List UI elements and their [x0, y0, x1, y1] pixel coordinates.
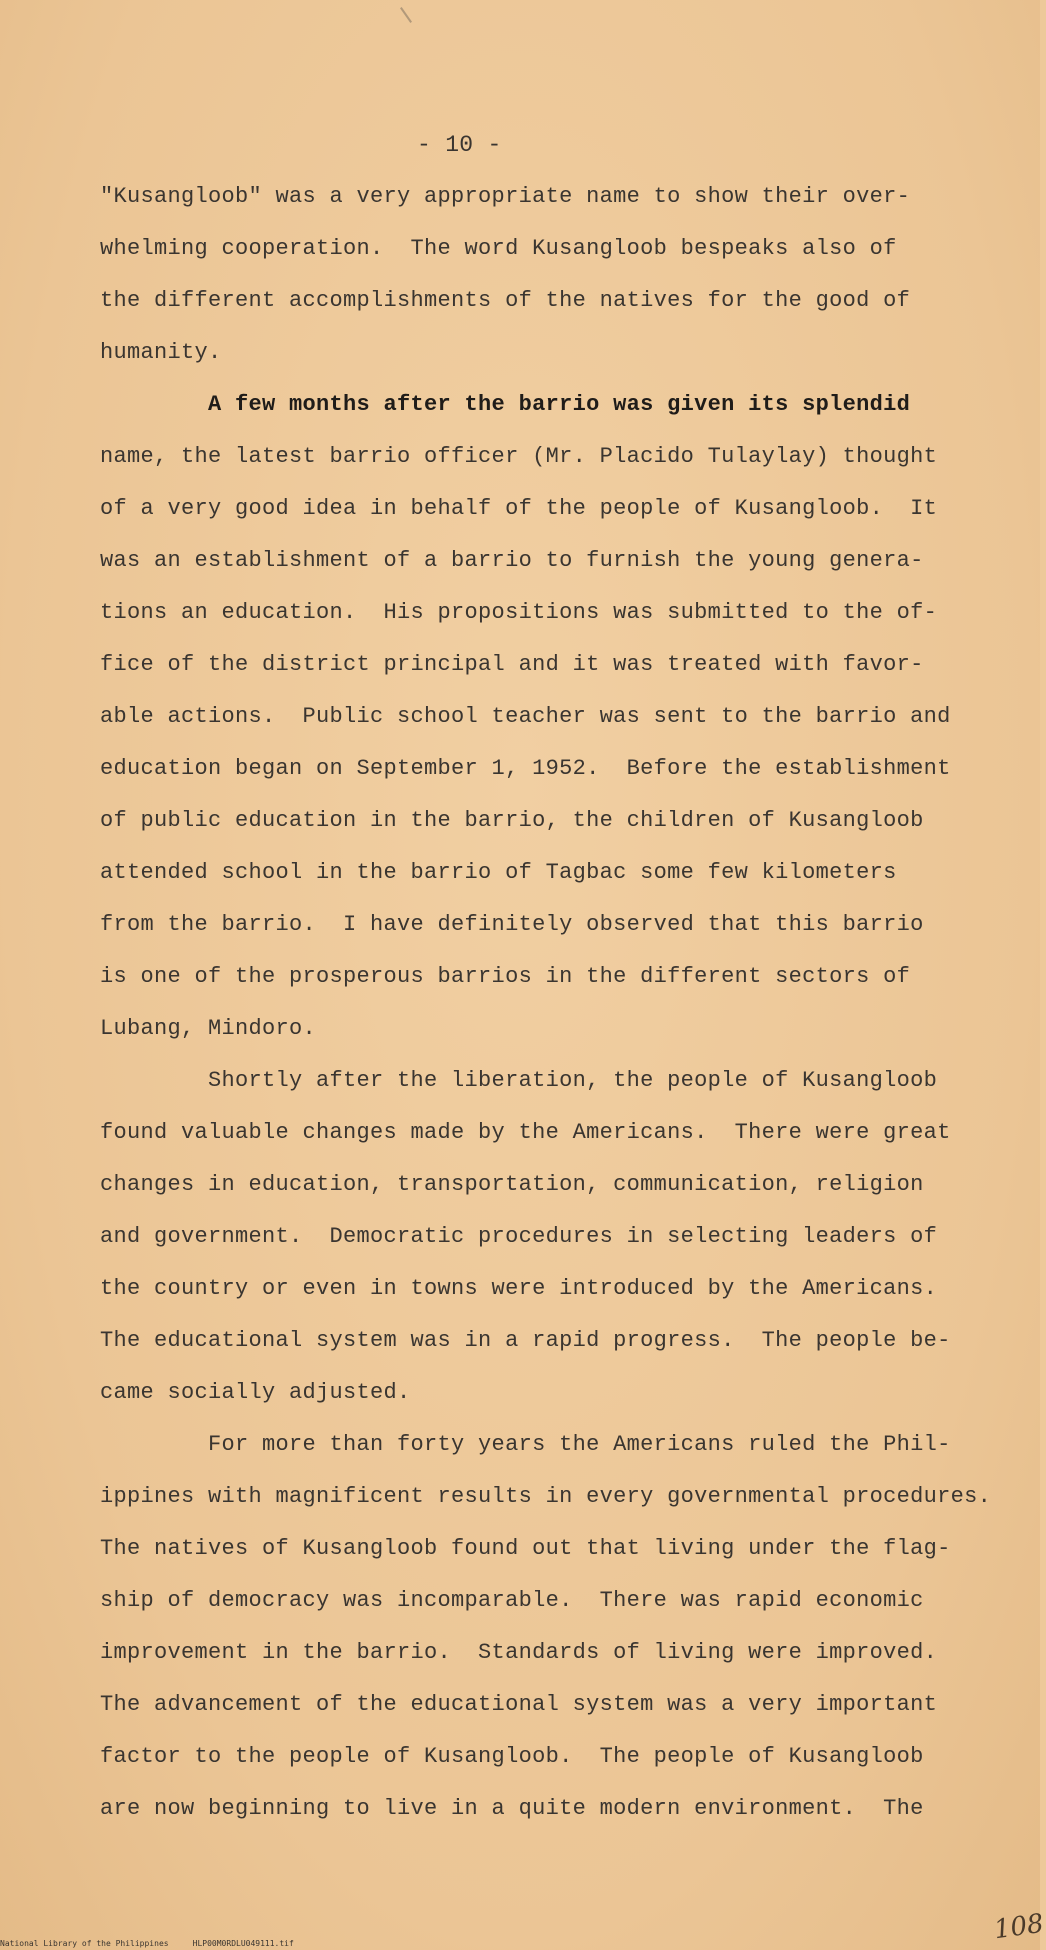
- text-line: came socially adjusted.: [100, 1380, 411, 1405]
- text-line: humanity.: [100, 340, 222, 365]
- text-line: improvement in the barrio. Standards of living were improved.: [100, 1640, 938, 1665]
- text-line: The educational system was in a rapid progress. The people be-: [100, 1328, 951, 1353]
- text-line-bold: A few months after the barrio was given its splendid: [100, 392, 911, 417]
- text-line: and government. Democratic procedures in selecting leaders of: [100, 1224, 938, 1249]
- text-line: from the barrio. I have definitely observed that this barrio: [100, 912, 924, 937]
- text-line: education began on September 1, 1952. Before the establishment: [100, 756, 951, 781]
- text-line: whelming cooperation. The word Kusangloob bespeaks also of: [100, 236, 897, 261]
- page-number: - 10 -: [417, 132, 502, 158]
- text-line: For more than forty years the Americans ruled the Phil-: [100, 1432, 951, 1457]
- text-line: the country or even in towns were introduced by the Americans.: [100, 1276, 938, 1301]
- text-line: changes in education, transportation, communication, religion: [100, 1172, 924, 1197]
- text-line: attended school in the barrio of Tagbac some few kilometers: [100, 860, 897, 885]
- text-line: able actions. Public school teacher was sent to the barrio and: [100, 704, 951, 729]
- text-line: name, the latest barrio officer (Mr. Placido Tulaylay) thought: [100, 444, 938, 469]
- text-line: "Kusangloob" was a very appropriate name to show their over-: [100, 184, 911, 209]
- text-line: are now beginning to live in a quite modern environment. The: [100, 1796, 924, 1821]
- handwritten-number: 108: [992, 1908, 1046, 1946]
- text-line: of public education in the barrio, the children of Kusangloob: [100, 808, 924, 833]
- text-line: The natives of Kusangloob found out that living under the flag-: [100, 1536, 951, 1561]
- text-line: is one of the prosperous barrios in the different sectors of: [100, 964, 911, 989]
- text-line: found valuable changes made by the Americans. There were great: [100, 1120, 951, 1145]
- text-line: Shortly after the liberation, the people of Kusangloob: [100, 1068, 938, 1093]
- text-line: of a very good idea in behalf of the people of Kusangloob. It: [100, 496, 938, 521]
- text-line: tions an education. His propositions was submitted to the of-: [100, 600, 938, 625]
- text-line: Lubang, Mindoro.: [100, 1016, 317, 1041]
- text-line: ippines with magnificent results in every governmental procedures.: [100, 1484, 992, 1509]
- pencil-mark: [400, 7, 412, 23]
- text-line: fice of the district principal and it was treated with favor-: [100, 652, 924, 677]
- text-line: the different accomplishments of the natives for the good of: [100, 288, 911, 313]
- text-line: was an establishment of a barrio to furnish the young genera-: [100, 548, 924, 573]
- text-line: ship of democracy was incomparable. There was rapid economic: [100, 1588, 924, 1613]
- text-line: factor to the people of Kusangloob. The people of Kusangloob: [100, 1744, 924, 1769]
- text-line: The advancement of the educational system was a very important: [100, 1692, 938, 1717]
- footer-caption: National Library of the Philippines HLP00M0RDLU049111.tif: [0, 1939, 294, 1948]
